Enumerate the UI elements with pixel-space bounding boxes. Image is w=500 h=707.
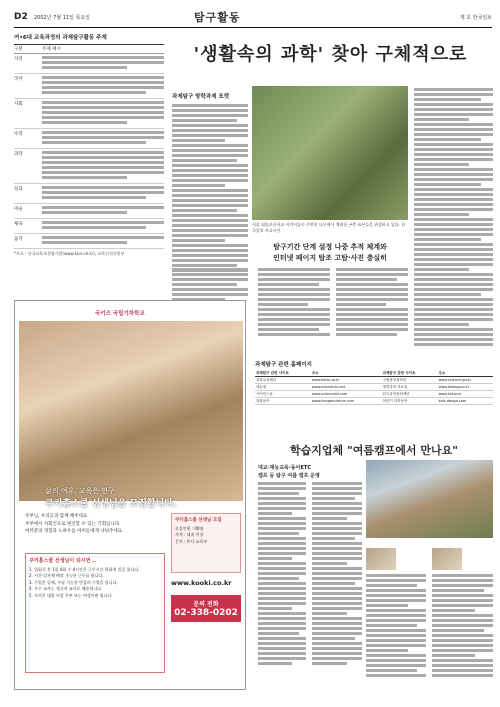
- mother-child-photo: [19, 321, 243, 501]
- topic-row: [14, 234, 164, 249]
- sub-headline: [255, 242, 405, 263]
- site-url[interactable]: kids.donga.com: [438, 398, 493, 405]
- page-number: D2: [14, 12, 28, 22]
- topic-row-text: [42, 236, 164, 246]
- ad-body: [25, 513, 165, 536]
- ad-benefit-item: 5. 자격은 대졸 이상 주부 또는 여성이면 됩니다.: [29, 592, 113, 598]
- topic-row-text: [42, 186, 164, 201]
- ad-phone-box: [171, 595, 241, 622]
- topic-row: [14, 219, 164, 234]
- article-column: [336, 268, 408, 338]
- ad-benefit-item: 4. 우수 교사는 정규직 교사로 채용합니다.: [29, 586, 103, 592]
- homeschool-advertisement: [14, 300, 246, 690]
- ad-benefit-item: 3. 수입은 일체, 주당 가능한 만큼의 수업을 합니다.: [29, 579, 118, 585]
- ad-body-line: 여러분의 경험과 노하우를 아이들에게 나눠주세요.: [25, 529, 124, 535]
- summer-camp-photo: [366, 460, 493, 538]
- ad-logo: 국키즈 국립기차학교: [95, 311, 145, 317]
- ad-copy-line: 쿠키홈스쿨 선생님을 모집합니다.: [45, 499, 177, 509]
- ad-info-line: 자격 : 대졸 이상: [175, 532, 204, 538]
- camp-subhead-line: 캠프 등 탐구 여름 캠프 운영: [258, 473, 320, 479]
- topic-row-label: 체육: [14, 222, 23, 227]
- topic-row-label: 수학: [14, 132, 23, 137]
- camp-subhead-line: 대교·재능교육·동아ETC: [258, 465, 311, 471]
- article-column: [258, 482, 306, 667]
- camp-headline: 학습지업체 "여름캠프에서 만나요": [290, 444, 458, 457]
- ad-benefits-box: [25, 553, 165, 673]
- sub-headline-line: 탐구기간 단계 설정 나중 추적 체계와: [273, 243, 387, 251]
- topic-row-text: [42, 131, 164, 146]
- topic-row-text: [42, 101, 164, 126]
- site-name: 국립중앙과학관: [382, 377, 438, 384]
- table-row: [255, 384, 493, 391]
- ad-info-title: 쿠키홈스쿨 선생님 모집: [175, 518, 222, 523]
- topic-col-category: 구분: [14, 47, 23, 52]
- topic-row: [14, 54, 164, 74]
- sites-grid: [255, 370, 493, 405]
- topic-row: [14, 184, 164, 204]
- topic-row-text: [42, 206, 164, 216]
- site-name: 한국과학창의재단: [382, 391, 438, 398]
- paper-name: 제 호 한국일보: [459, 15, 492, 21]
- topic-row-label: 과학: [14, 152, 23, 157]
- site-url[interactable]: www.ksf.or.kr: [438, 391, 493, 398]
- ad-benefit-item: 2. 시간·일자체 배정 가능한 근무를 합니다.: [29, 573, 104, 579]
- site-url[interactable]: www.kofac.or.kr: [311, 377, 382, 384]
- table-row: [255, 398, 493, 405]
- issue-date: 2002년 7월 11일 목요일: [34, 15, 91, 21]
- sites-header: 과제탐구 관련 사이트: [382, 370, 438, 377]
- related-sites-table: [255, 360, 493, 430]
- article-column: [172, 92, 248, 274]
- ad-copy: [45, 486, 176, 509]
- sites-header: 주소: [438, 370, 493, 377]
- site-name: 사이언스올: [255, 391, 311, 398]
- sites-title: 과제탐구 관련 홈페이지: [255, 362, 312, 368]
- site-url[interactable]: www.edunet4u.net: [311, 384, 382, 391]
- topic-row: [14, 149, 164, 184]
- topic-row-text: [42, 56, 164, 71]
- ad-body-line: 주부님, 우리들과 함께 해주세요.: [25, 514, 89, 519]
- article-column: [258, 268, 330, 338]
- ad-phone-number: 02-338-0202: [174, 608, 238, 618]
- topic-table-title: 여•6대 교육과정의 과제탐구활동 주제: [14, 35, 107, 41]
- topic-row-text: [42, 76, 164, 96]
- sites-header: 주소: [311, 370, 382, 377]
- site-name: 생명과학 자료실: [382, 384, 438, 391]
- science-activity-photo: [252, 86, 408, 220]
- topic-row-label: 실과: [14, 187, 23, 192]
- page-header: [14, 8, 492, 28]
- site-name: 어린이 과학동아: [382, 398, 438, 405]
- sites-header: 과제탐구 관련 사이트: [255, 370, 311, 377]
- article-column: [432, 574, 493, 679]
- ad-benefit-item: 1. 입회식 후 1일 4회 수 4시간은 근무시간 편하게 일을 합니다.: [29, 567, 140, 572]
- site-name: 에듀넷: [255, 384, 311, 391]
- ad-sidebar: [171, 513, 241, 622]
- ad-benefits-title: 쿠키홈스쿨 선생님이 되시면 ..: [29, 558, 96, 564]
- article-column: [312, 482, 362, 667]
- topic-row: [14, 99, 164, 129]
- topic-row: [14, 129, 164, 149]
- topic-row-text: [42, 151, 164, 181]
- ad-website-link[interactable]: www.kooki.co.kr: [171, 579, 232, 587]
- topic-col-examples: 주제 예시: [42, 47, 61, 52]
- site-name: 과학동아: [255, 398, 311, 405]
- topic-row: [14, 204, 164, 219]
- topic-table-header: [14, 44, 164, 54]
- ad-info-line: 모집인원 : 00명: [175, 526, 204, 531]
- topic-row-label: 사회: [14, 102, 23, 107]
- table-row: [255, 391, 493, 398]
- topic-row-label: 미술: [14, 207, 23, 212]
- topic-table-note: *자료 : 한국교육과정평가원(www.kice.re.kr), 교육인적자원부: [14, 251, 125, 256]
- site-url[interactable]: www.scienceall.com: [311, 391, 382, 398]
- ad-info-line: 문의 : 본사 교육부: [175, 538, 208, 544]
- photo-caption: 서울 대림초등학교 어린이들이 주변의 나무에서 채취한 곤충 표본들을 관찰하고 있다. 한국일보 자료사진: [252, 222, 406, 233]
- table-row: [255, 377, 493, 384]
- site-name: 과학교육센터: [255, 377, 311, 384]
- topic-row-label: 음악: [14, 237, 23, 242]
- ad-info-box: [171, 513, 241, 573]
- site-url[interactable]: www.dongascience.com: [311, 398, 382, 405]
- site-url[interactable]: www.biology.or.kr: [438, 384, 493, 391]
- main-headline: '생활속의 과학' 찾아 구체적으로: [193, 44, 468, 65]
- section-title: 탐구활동: [194, 11, 241, 24]
- sub-headline-line: 인터넷 페이지 탐조 고탐·사진 충실히: [273, 253, 387, 262]
- article-column: [172, 268, 248, 303]
- topic-row-label: 국어: [14, 77, 23, 82]
- site-url[interactable]: www.science.go.kr: [438, 377, 493, 384]
- topic-row: [14, 74, 164, 99]
- ad-body-line: 주부에서 사회인으로 변신할 수 있는 기회입니다.: [25, 521, 121, 527]
- article-column: [414, 88, 493, 348]
- topic-row-label: 자연: [14, 57, 23, 62]
- ad-phone-label: 문의 전화: [193, 601, 219, 608]
- ad-copy-line: 삶의 여유, 교육은 연구: [45, 487, 115, 495]
- thumbnail-photo: [432, 548, 462, 570]
- camp-subhead: [258, 464, 320, 480]
- article-column: [366, 574, 426, 679]
- topic-row-text: [42, 221, 164, 231]
- thumbnail-photo: [366, 548, 396, 570]
- article-subhead: 과제탐구 방학과제 포켓: [172, 94, 229, 100]
